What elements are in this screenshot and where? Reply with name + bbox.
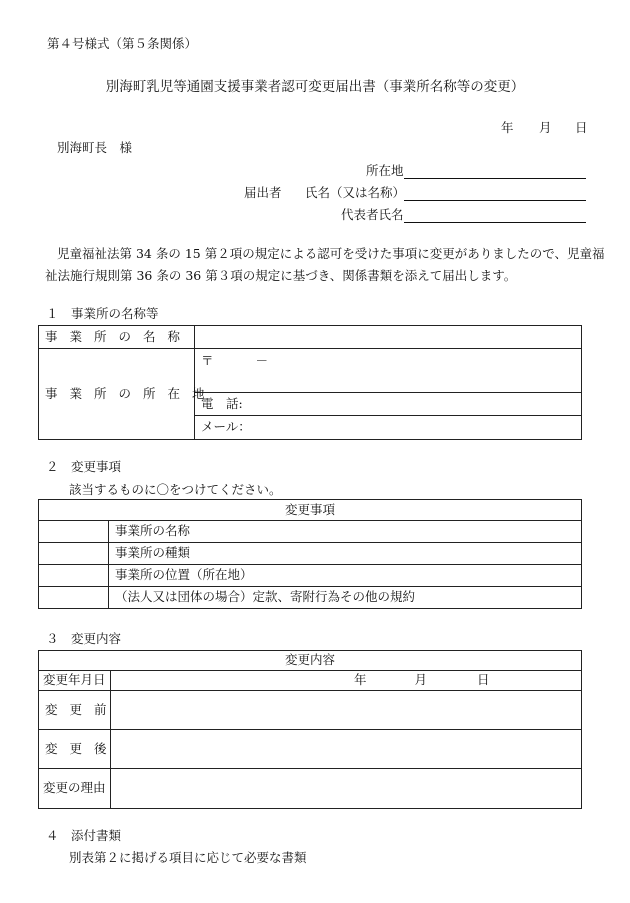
email-label: メール：	[201, 419, 251, 435]
facility-info-table	[38, 325, 582, 440]
form-number: 第４号様式（第５条関係）	[47, 36, 198, 51]
section2-instruction: 該当するものに〇をつけてください。	[69, 482, 282, 497]
change-reason-label: 変更の理由	[39, 769, 111, 809]
representative-blank-line[interactable]	[404, 209, 586, 223]
change-item-label: 事業所の種類	[109, 543, 582, 565]
facility-name-field[interactable]	[195, 326, 582, 349]
change-details-header: 変更内容	[39, 651, 582, 671]
change-details-table	[38, 650, 582, 809]
change-item-label: （法人又は団体の場合）定款、寄附行為その他の規約	[109, 587, 582, 609]
before-change-label: 変更前	[39, 691, 111, 730]
email-field[interactable]	[195, 416, 582, 440]
address-blank-line[interactable]	[404, 165, 586, 179]
section4-heading: ４ 添付書類	[46, 828, 122, 843]
change-date-day: 日	[477, 672, 490, 688]
phone-label: 電 話:	[201, 395, 243, 411]
section3-heading: ３ 変更内容	[46, 631, 122, 646]
section1-heading: １ 事業所の名称等	[46, 306, 159, 321]
phone-field[interactable]	[195, 393, 582, 416]
change-items-header: 変更事項	[39, 500, 582, 521]
change-date-year: 年	[354, 672, 367, 688]
addressee: 別海町長 様	[57, 140, 133, 155]
address-label: 所在地	[366, 163, 404, 178]
section2-heading: ２ 変更事項	[46, 459, 122, 474]
attachments-text: 別表第２に掲げる項目に応じて必要な書類	[69, 850, 307, 865]
postal-mark: 〒	[201, 353, 214, 368]
circle-mark-cell[interactable]	[39, 543, 109, 565]
postal-address-field[interactable]	[195, 349, 582, 393]
representative-label: 代表者氏名	[341, 207, 404, 222]
circle-mark-cell[interactable]	[39, 587, 109, 609]
change-items-table	[38, 499, 582, 609]
postal-dash: －	[255, 353, 268, 368]
change-item-label: 事業所の名称	[109, 521, 582, 543]
after-change-label: 変更後	[39, 730, 111, 769]
before-change-field[interactable]	[111, 691, 582, 730]
change-reason-field[interactable]	[111, 769, 582, 809]
change-item-label: 事業所の位置（所在地）	[109, 565, 582, 587]
name-label: 氏名（又は名称）	[305, 185, 406, 200]
body-text-line-1: 児童福祉法第 34 条の 15 第２項の規定による認可を受けた事項に変更がありましたので、児童福	[57, 246, 605, 261]
change-date-month: 月	[414, 672, 428, 688]
facility-address-label: 事業所の所在地	[39, 349, 195, 440]
circle-mark-cell[interactable]	[39, 521, 109, 543]
notifier-label: 届出者	[244, 185, 282, 200]
facility-name-label: 事業所の名称	[39, 326, 195, 349]
after-change-field[interactable]	[111, 730, 582, 769]
circle-mark-cell[interactable]	[39, 565, 109, 587]
document-title: 別海町乳児等通園支援事業者認可変更届出書（事業所名称等の変更）	[105, 79, 525, 95]
body-text-line-2: 祉法施行規則第 36 条の 36 第３項の規定に基づき、関係書類を添えて届出します。	[45, 268, 517, 283]
change-date-field[interactable]	[111, 671, 582, 691]
date-year-label: 年	[501, 120, 514, 135]
date-day-label: 日	[575, 120, 588, 135]
change-date-label: 変更年月日	[39, 671, 111, 691]
name-blank-line[interactable]	[404, 187, 586, 201]
date-month-label: 月	[539, 120, 552, 135]
